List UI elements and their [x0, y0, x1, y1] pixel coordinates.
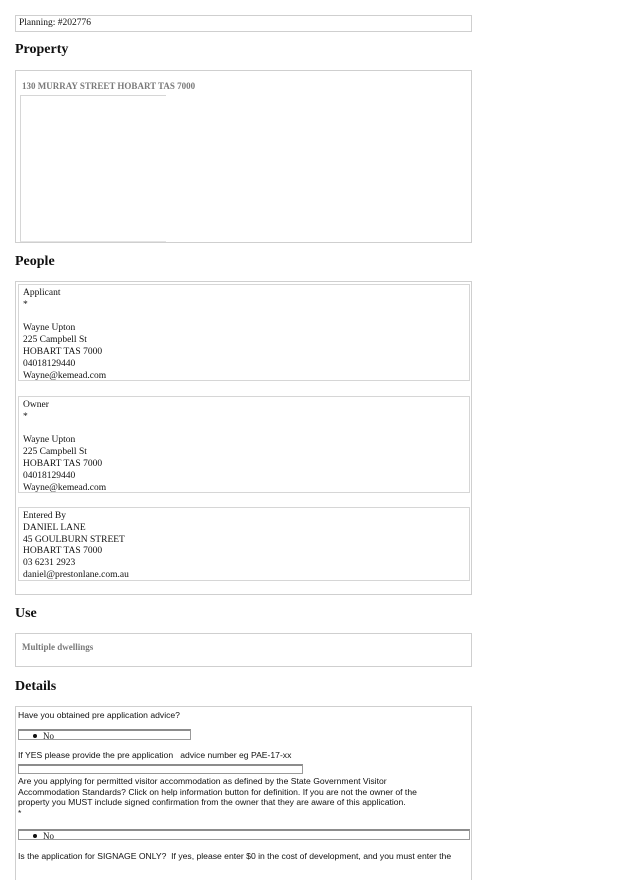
bullet-icon — [33, 734, 37, 738]
owner-email: Wayne@kemead.com — [23, 482, 107, 493]
applicant-role: Applicant — [23, 288, 61, 298]
pre-application-answer-field[interactable] — [18, 729, 191, 740]
section-heading-details: Details — [15, 679, 57, 694]
property-address: 130 MURRAY STREET HOBART TAS 7000 — [22, 81, 196, 91]
entered-by-email: daniel@prestonlane.com.au — [23, 569, 129, 580]
owner-required-mark: * — [23, 411, 28, 422]
pre-application-no-option[interactable] — [19, 731, 54, 741]
section-heading-use: Use — [15, 606, 37, 621]
property-map-frame — [20, 95, 166, 242]
visitor-accommodation-line-3: property you MUST include signed confirmation from the owner that they are aware of this application. — [18, 797, 406, 808]
pre-application-number-input[interactable] — [18, 764, 303, 774]
pre-application-question: Have you obtained pre application advice? — [18, 710, 180, 720]
use-box — [15, 633, 472, 667]
owner-name: Wayne Upton — [23, 435, 76, 446]
planning-ref: Planning: #202776 — [19, 18, 92, 28]
details-box — [15, 706, 472, 880]
bullet-icon — [33, 834, 37, 838]
use-value: Multiple dwellings — [22, 642, 94, 652]
entered-by-street: 45 GOULBURN STREET — [23, 534, 125, 545]
owner-phone: 04018129440 — [23, 470, 76, 481]
entered-by-card — [18, 507, 470, 581]
owner-street: 225 Campbell St — [23, 447, 87, 458]
signage-only-question: Is the application for SIGNAGE ONLY? If yes, please enter $0 in the cost of development, and you must enter the — [18, 851, 452, 861]
entered-by-city: HOBART TAS 7000 — [23, 546, 103, 557]
applicant-street: 225 Campbell St — [23, 335, 87, 346]
visitor-accommodation-line-2: Accommodation Standards? Click on help information button for definition. If you are not the owner of the — [18, 786, 417, 797]
visitor-accommodation-required-mark: * — [18, 807, 22, 818]
owner-city: HOBART TAS 7000 — [23, 458, 103, 469]
visitor-accommodation-answer-field[interactable] — [18, 829, 470, 840]
applicant-required-mark: * — [23, 299, 28, 310]
owner-card — [18, 396, 470, 493]
applicant-city: HOBART TAS 7000 — [23, 346, 103, 357]
visitor-accommodation-question — [18, 776, 470, 818]
section-heading-people: People — [15, 254, 55, 269]
visitor-accommodation-line-1: Are you applying for permitted visitor accommodation as defined by the State Government Visitor — [18, 776, 387, 786]
property-box — [15, 70, 472, 243]
pre-application-number-label: If YES please provide the pre application advice number eg PAE-17-xx — [18, 750, 292, 760]
applicant-card — [18, 284, 470, 381]
entered-by-name: DANIEL LANE — [23, 522, 86, 533]
planning-ref-box — [15, 15, 472, 32]
visitor-accommodation-no-label: No — [43, 831, 54, 841]
applicant-name: Wayne Upton — [23, 323, 76, 334]
applicant-email: Wayne@kemead.com — [23, 370, 107, 381]
visitor-accommodation-no-option[interactable] — [19, 831, 54, 841]
people-box — [15, 281, 472, 595]
entered-by-role: Entered By — [23, 511, 67, 521]
owner-role: Owner — [23, 400, 49, 410]
section-heading-property: Property — [15, 42, 69, 57]
applicant-phone: 04018129440 — [23, 358, 76, 369]
entered-by-phone: 03 6231 2923 — [23, 558, 76, 569]
pre-application-no-label: No — [43, 731, 54, 741]
